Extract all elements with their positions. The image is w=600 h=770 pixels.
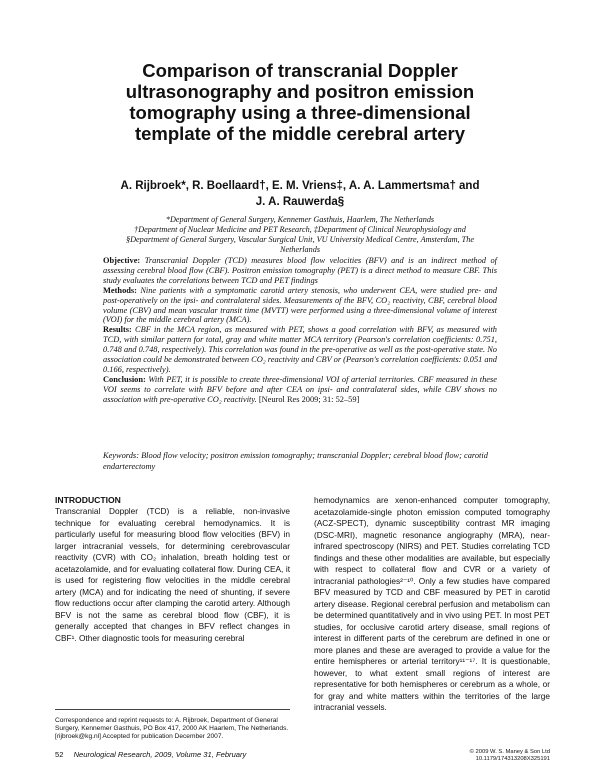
conclusion-text: With PET, it is possible to create three-dimensional VOI of arterial territories. CBF measured in these VOI seems to correlate with BFV before and after CEA on ipsi- and contralateral sides, while CBV shows no association with pre-operative CO₂ reactivity.: [103, 374, 498, 404]
methods-label: Methods:: [103, 285, 137, 295]
page-number: 52: [55, 750, 64, 759]
affiliation-line-4: Netherlands: [279, 245, 321, 254]
journal-info: Neurological Research, 2009, Volume 31, February: [73, 750, 247, 759]
methods-text: Nine patients with a symptomatic carotid artery stenosis, who underwent CEA, were studied pre- and post-operatively on the ipsi- and contralateral sides. Measurements of the BFV, CO₂ reactivity, CBF, cerebral blood volume (CBV) and mean vascular transit time (MVTT) were performed using a three-dimensional volume of interest (VOI) for the middle cerebral artery (MCA).: [103, 285, 497, 325]
abstract-results: [103, 325, 497, 375]
results-text: CBF in the MCA region, as measured with PET, shows a good correlation with BFV, as measured with TCD, with similar pattern for total, gray and white matter MCA territory (Pearson's correlation coefficients: 0.751, 0.748 and 0.748, respectively). This correlation was found in the pre-operative as well as the post-operative state. No association could be demonstrated between CO₂ reactivity and CBV or (Pearson's correlation coefficients: 0.051 and 0.166, respectively).: [103, 325, 497, 374]
footnote-divider: [55, 709, 290, 710]
affiliations: [100, 215, 500, 255]
abstract-methods: [103, 286, 497, 326]
affiliation-line-1: *Department of General Surgery, Kennemer Gasthuis, Haarlem, The Netherlands: [165, 215, 435, 224]
objective-text: Transcranial Doppler (TCD) measures blood flow velocities (BFV) and is an indirect method of assessing cerebral blood flow (CBF). Positron emission tomography (PET) is a direct method to measure CBF. This study evaluates the correlations between TCD and PET findings: [103, 256, 498, 285]
author-list: [100, 178, 500, 210]
right-column: [314, 495, 550, 714]
correspondence-footnote: Correspondence and reprint requests to: A. Rijbroek, Department of General Surgery, Kennemer Gasthuis, PO Box 417, 2000 AK Haarlem, The Netherlands. [rijbroek@kg.nl] Accepted for publication December 2007.: [55, 717, 289, 741]
citation: [Neurol Res 2009; 31: 52–59]: [258, 394, 360, 404]
author-line-2: J. A. Rauwerda§: [255, 196, 345, 208]
page-footer: [55, 750, 246, 759]
objective-label: Objective:: [103, 256, 141, 265]
abstract-objective: [103, 256, 497, 286]
doi-text: 10.1179/174313208X325191: [475, 756, 550, 762]
article-title: Comparison of transcranial Doppler ultrasonography and positron emission tomography using a three-dimensional template of the middle cerebral artery: [125, 60, 475, 144]
abstract-conclusion: [103, 375, 497, 405]
copyright-text: © 2009 W. S. Maney & Son Ltd: [469, 749, 550, 755]
author-line-1: A. Rijbroek*, R. Boellaard†, E. M. Vriens‡, A. A. Lammertsma† and: [120, 180, 480, 192]
introduction-right-text: hemodynamics are xenon-enhanced computer tomography, acetazolamide-single photon emission computed tomography (ACZ-SPECT), dynamic susceptibility contrast MR imaging (DSC-MRI), magnetic resonance angiography (MRA), near-infrared spectroscopy (NIRS) and PET. Studies correlating TCD findings and these other modalities are available, but especially with respect to collateral flow and CVR or a variety of intracranial pathologies²⁻¹⁰. Only a few studies have compared BFV measured by TCD and CBF measured by PET in carotid artery disease. Regional cerebral perfusion and metabolism can be determined quantitatively and in vivo using PET. In most PET studies, for occlusive carotid artery disease, small regions of interest in different parts of the cerebrum are defined in one or more planes and these are averaged to provide a value for the entire hemispheres or arterial territory¹¹⁻¹⁷. It is questionable, however, to what extent small regions of interest are representative for both hemispheres or cerebrum as a whole, or for gray and white matters within the territories of the large intracranial vessels.: [314, 495, 550, 712]
affiliation-line-3: §Department of General Surgery, Vascular Surgical Unit, VU University Medical Centre, Amsterdam, The: [126, 235, 474, 244]
abstract: [103, 256, 497, 405]
conclusion-label: Conclusion:: [103, 374, 146, 384]
copyright-block: [470, 749, 550, 763]
left-column: [55, 495, 290, 644]
introduction-left-text: Transcranial Doppler (TCD) is a reliable, non-invasive technique for evaluating cerebral hemodynamics. It is particularly useful for measuring blood flow velocities (BFV) in larger intracranial vessels, for determining cerebrovascular reactivity (CVR) with CO₂ inhalation, breath holding test or acetazolamide, and for evaluating collateral flow. During CEA, it is used for registering flow velocities in the middle cerebral artery (MCA) and for indicating the need of shunting, if severe flow reductions occur after clamping the carotid artery. Although BFV is not the same as cerebral blood flow (CBF), it is generally accepted that changes in BFV reflect changes in CBF¹. Other diagnostic tools for measuring cerebral: [55, 506, 290, 643]
keywords: Keywords: Blood flow velocity; positron emission tomography; transcranial Doppler; cerebral blood flow; carotid endarterectomy: [103, 451, 488, 471]
introduction-heading: INTRODUCTION: [55, 495, 121, 505]
results-label: Results:: [103, 325, 132, 335]
affiliation-line-2: †Department of Nuclear Medicine and PET Research, ‡Department of Clinical Neurophysiology and: [134, 225, 466, 234]
